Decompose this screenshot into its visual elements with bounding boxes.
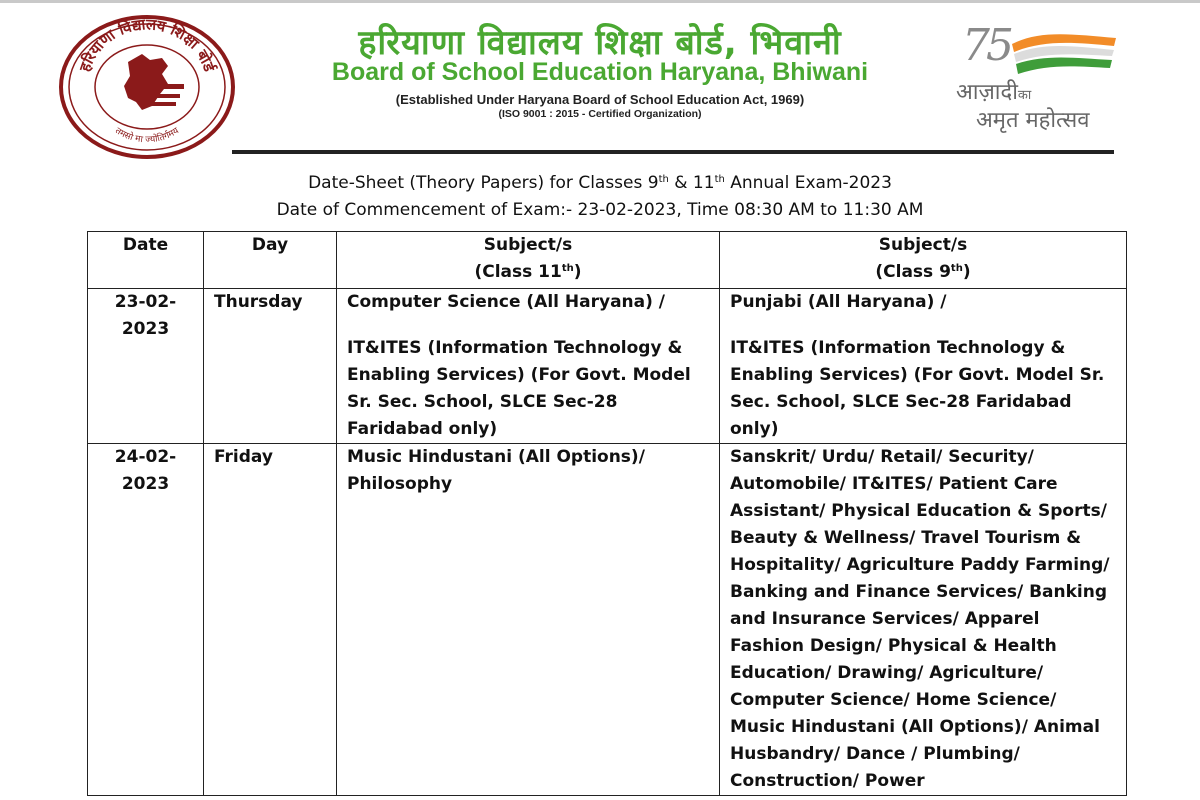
commencement-line: Date of Commencement of Exam:- 23-02-2023, Time 08:30 AM to 11:30 AM [276,200,924,220]
logo-motto: तमसो मा ज्योतिर्गमय [113,126,181,146]
established-note: (Established Under Haryana Board of School Education Act, 1969) [395,92,805,107]
azadi-ka-amrit-mahotsav-logo [948,20,1128,140]
header-day: Day [204,232,337,289]
header-class9: Subject/s (Class 9th) [720,232,1127,289]
table-row [88,289,1127,444]
row-class9-subjects: Sanskrit/ Urdu/ Retail/ Security/ Automobile/ IT&ITES/ Patient Care Assistant/ Physical Education & Sports/ Beauty & Wellness/ Travel Tourism & Hospitality/ Agriculture Paddy Farming/ Banking and Finance Services/ Banking and Insurance Services/ Apparel Fashion Design/ Physical & Health Education/ Drawing/ Agriculture/ Computer Science/ Home Science/ Music Hindustani (All Options)/ Animal Husbandry/ Dance / Plumbing/ Construction/ Power [720,444,1127,796]
datesheet-table [87,231,1127,796]
table-row [88,444,1127,796]
header-class11: Subject/s (Class 11th) [337,232,720,289]
row-class11-subjects: Music Hindustani (All Options)/ Philosophy [337,444,720,796]
row-day: Friday [204,444,337,796]
table-header-row [88,232,1127,289]
row-class9-subjects: Punjabi (All Haryana) / IT&ITES (Information Technology & Enabling Services) (For Govt. Model Sr. Sec. School, SLCE Sec-28 Faridabad only) [720,289,1127,444]
top-edge-line [0,0,1200,3]
datesheet-title: Date-Sheet (Theory Papers) for Classes 9th & 11th Annual Exam-2023 [308,173,892,193]
row-date: 24-02-2023 [88,444,204,796]
row-date: 23-02-2023 [88,289,204,444]
board-title-english: Board of School Education Haryana, Bhiwani [331,58,869,86]
iso-note: (ISO 9001 : 2015 - Certified Organization) [498,108,702,120]
azadi-line1: आज़ादीका [956,80,1032,105]
board-title-hindi: हरियाणा विद्यालय शिक्षा बोर्ड, भिवानी [358,23,842,63]
header-date: Date [88,232,204,289]
azadi-75-number: 75 [962,20,1010,71]
flag-waves-icon [1010,30,1118,78]
board-logo [58,14,236,160]
azadi-line2: अमृत महोत्सव [976,108,1090,133]
row-day: Thursday [204,289,337,444]
row-class11-subjects: Computer Science (All Haryana) / IT&ITES (Information Technology & Enabling Services) (For Govt. Model Sr. Sec. School, SLCE Sec-28 Faridabad only) [337,289,720,444]
header-divider [232,150,1114,154]
logo-ring-text: हरियाणा विद्यालय शिक्षा बोर्ड [75,15,219,74]
